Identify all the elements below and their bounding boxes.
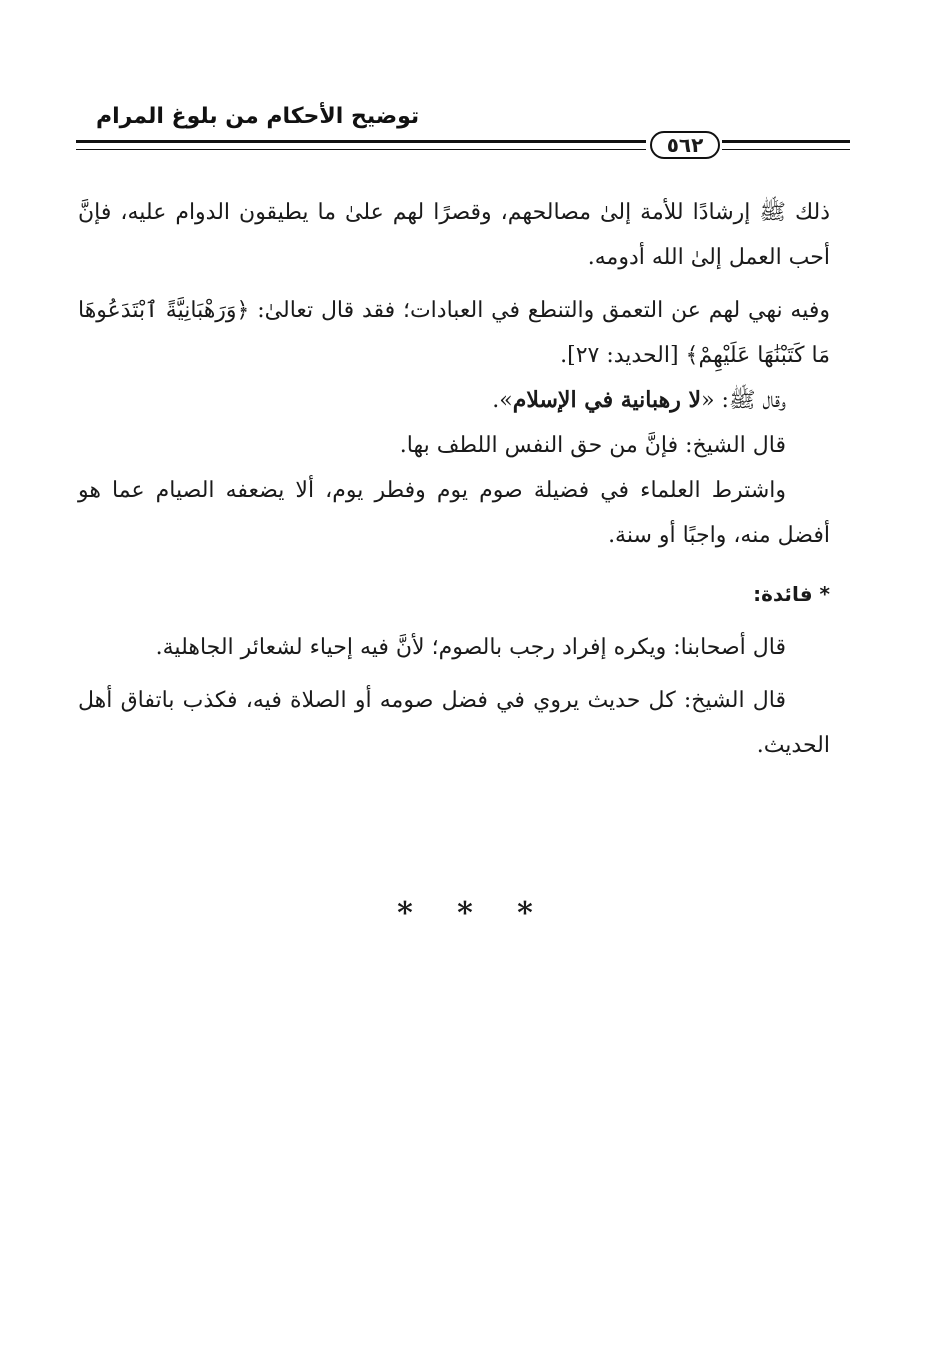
benefit-heading-label: فائدة: — [753, 582, 813, 606]
page-content — [78, 190, 830, 768]
asterisk-icon: * — [517, 896, 533, 931]
hadith-intro: وقال ﷺ: « — [701, 388, 786, 413]
paragraph: ذلك ﷺ إرشادًا للأمة إلىٰ مصالحهم، وقصرًا لهم علىٰ ما يطيقون الدوام عليه، فإنَّ أحب العمل إلىٰ الله أدومه. — [78, 200, 830, 270]
page-number: ٥٦٢ — [650, 131, 720, 159]
hadith-end: ». — [492, 388, 513, 413]
paragraph: واشترط العلماء في فضيلة صوم يوم وفطر يوم، ألا يضعفه الصيام عما هو أفضل منه، واجبًا أو سنة. — [78, 478, 830, 548]
header-rule-left — [76, 140, 646, 150]
section-separator — [390, 896, 540, 931]
benefit-heading — [78, 572, 830, 617]
paragraph: قال الشيخ: كل حديث يروي في فضل صومه أو الصلاة فيه، فكذب باتفاق أهل الحديث. — [78, 688, 830, 758]
hadith-paragraph — [78, 378, 830, 423]
header-rule-right — [722, 140, 850, 150]
paragraph: قال أصحابنا: ويكره إفراد رجب بالصوم؛ لأنَّ فيه إحياء لشعائر الجاهلية. — [155, 635, 786, 660]
asterisk-icon: * — [819, 582, 830, 606]
hadith-quote: لا رهبانية في الإسلام — [512, 387, 702, 413]
asterisk-icon: * — [397, 896, 413, 931]
paragraph: وفيه نهي لهم عن التعمق والتنطع في العبادات؛ فقد قال تعالىٰ: ﴿وَرَهْبَانِيَّةً ٱبْتَدَعُوهَا مَا كَتَبْنَٰهَا عَلَيْهِمْ﴾ [الحديد: ٢٧]. — [78, 298, 830, 368]
asterisk-icon: * — [457, 896, 473, 931]
paragraph: قال الشيخ: فإنَّ من حق النفس اللطف بها. — [399, 433, 786, 458]
book-title: توضيح الأحكام من بلوغ المرام — [96, 104, 420, 129]
